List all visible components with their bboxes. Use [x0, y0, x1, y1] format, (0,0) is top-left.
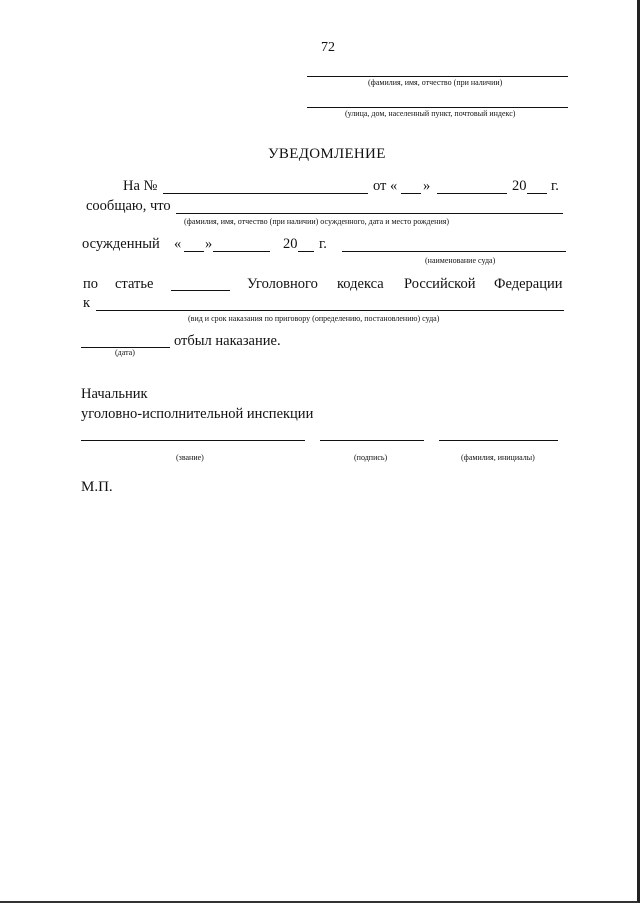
date-caption: (дата): [115, 348, 135, 357]
na-nomer-label: На №: [123, 178, 158, 194]
name-field-line: [439, 440, 558, 441]
month-field-line-b: [213, 251, 270, 252]
day-field-line-b: [184, 251, 204, 252]
year-field-line-b: [298, 251, 314, 252]
convict-field-line: [176, 213, 563, 214]
rank-caption: (звание): [176, 453, 204, 462]
year-prefix-a: 20: [512, 178, 527, 194]
federatsii-label: Федерации: [494, 276, 563, 292]
address-caption: (улица, дом, населенный пункт, почтовый индекс): [345, 109, 516, 118]
signature-caption: (подпись): [354, 453, 388, 462]
ot-label: от «: [373, 178, 398, 194]
kodeksa-label: кодекса: [337, 276, 384, 292]
page-number: 72: [321, 40, 335, 55]
signature-title-line2: уголовно-исполнительной инспекции: [81, 406, 314, 422]
day-field-line: [401, 193, 421, 194]
court-field-line: [342, 251, 566, 252]
article-field-line: [171, 290, 230, 291]
stamp-label: М.П.: [81, 479, 113, 495]
document-title: УВЕДОМЛЕНИЕ: [268, 146, 386, 162]
year-suffix-b: г.: [319, 236, 327, 252]
quote-close: »: [205, 236, 213, 252]
soobshchayu-label: сообщаю, что: [86, 198, 171, 214]
year-field-line-a: [527, 193, 547, 194]
year-prefix-b: 20: [283, 236, 298, 252]
rank-field-line: [81, 440, 305, 441]
number-field-line: [163, 193, 368, 194]
fio-caption: (фамилия, имя, отчество (при наличии): [368, 78, 503, 87]
signature-title-line1: Начальник: [81, 386, 148, 402]
year-suffix-a: г.: [551, 178, 559, 194]
signature-field-line: [320, 440, 424, 441]
k-label: к: [83, 295, 91, 311]
sentence-field-line: [96, 310, 564, 311]
rossiyskoy-label: Российской: [404, 276, 476, 292]
otbyl-label: отбыл наказание.: [174, 333, 281, 349]
ot-close-quote: »: [423, 178, 431, 194]
address-line: [307, 107, 568, 108]
quote-open: «: [174, 236, 182, 252]
month-field-line: [437, 193, 507, 194]
convict-caption: (фамилия, имя, отчество (при наличии) осужденного, дата и место рождения): [184, 217, 450, 226]
po-label: по: [83, 276, 99, 292]
ugolovnogo-label: Уголовного: [247, 276, 318, 292]
osuzhdenny-label: осужденный: [82, 236, 160, 252]
statye-label: статье: [115, 276, 154, 292]
court-caption: (наименование суда): [425, 256, 496, 265]
name-caption: (фамилия, инициалы): [461, 453, 535, 462]
fio-line: [307, 76, 568, 77]
sentence-caption: (вид и срок наказания по приговору (определению, постановлению) суда): [188, 314, 440, 323]
